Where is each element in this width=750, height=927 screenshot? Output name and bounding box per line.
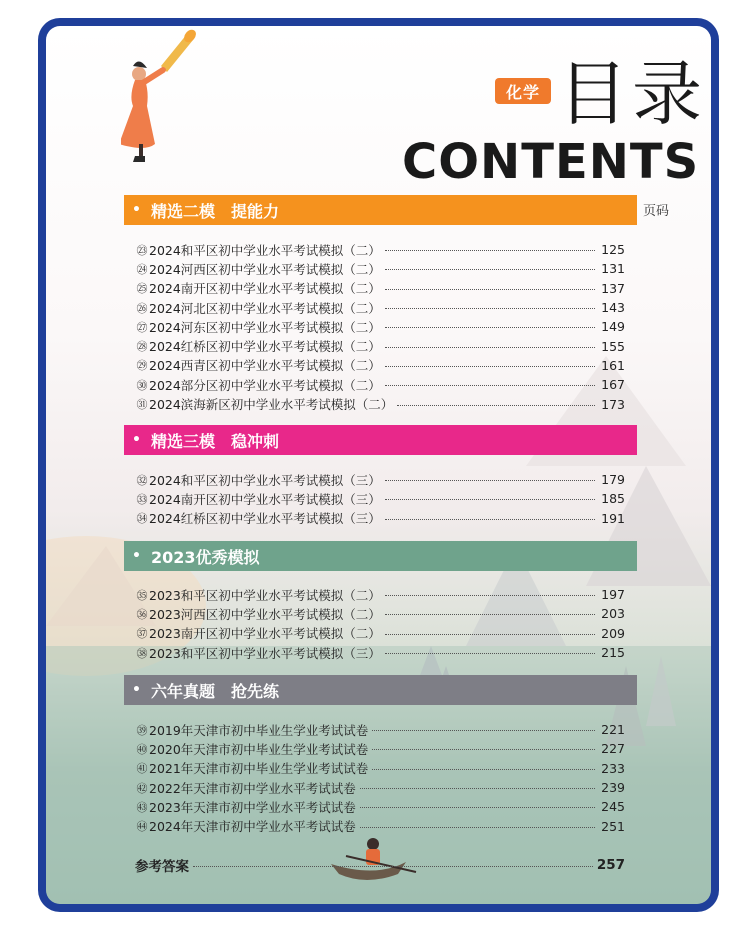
leader-dots <box>385 653 595 654</box>
entry-number: ㉔ <box>136 262 148 276</box>
leader-dots <box>385 327 595 328</box>
entry-page: 143 <box>601 300 625 316</box>
entry-page: 209 <box>601 625 625 641</box>
entry-title: 2024河东区初中学业水平考试模拟（二） <box>149 319 381 335</box>
leader-dots <box>193 866 593 867</box>
entry-title: 2024和平区初中学业水平考试模拟（二） <box>149 242 381 258</box>
entry-title: 2023河西区初中学业水平考试模拟（二） <box>149 606 381 622</box>
entry-number: ㊶ <box>136 762 148 776</box>
toc-entry[interactable] <box>135 375 625 394</box>
section-title: 2023优秀模拟 <box>150 547 260 567</box>
section-title: 精选二模 提能力 <box>150 201 279 221</box>
toc-entry[interactable] <box>135 240 625 259</box>
answer-key-page: 257 <box>596 857 625 873</box>
leader-dots <box>385 614 595 615</box>
entry-number: ㊷ <box>136 781 148 795</box>
entry-list <box>135 585 625 662</box>
entry-number: ㉜ <box>136 473 148 487</box>
entry-page: 191 <box>601 510 625 526</box>
bullet-icon: • <box>132 202 141 218</box>
entry-page: 137 <box>601 280 625 296</box>
entry-number: ㉚ <box>136 378 148 392</box>
entry-page: 161 <box>601 357 625 373</box>
leader-dots <box>385 289 595 290</box>
page-title-english: CONTENTS <box>402 134 700 190</box>
leader-dots <box>385 385 595 386</box>
entry-number: ㉖ <box>136 301 148 315</box>
toc-entry[interactable] <box>135 259 625 278</box>
leader-dots <box>360 827 595 828</box>
entry-number: ㊲ <box>136 627 148 641</box>
leader-dots <box>385 519 595 520</box>
entry-number: ㊴ <box>136 723 148 737</box>
entry-title: 2023和平区初中学业水平考试模拟（二） <box>149 587 381 603</box>
section-header <box>124 195 637 225</box>
toc-entry[interactable] <box>135 778 625 797</box>
leader-dots <box>360 807 595 808</box>
entry-page: 245 <box>601 799 625 815</box>
toc-entry[interactable] <box>135 394 625 413</box>
entry-list <box>135 470 625 528</box>
entry-title: 2023年天津市初中学业水平考试试卷 <box>149 799 356 815</box>
toc-entry[interactable] <box>135 720 625 739</box>
section-header <box>124 425 637 455</box>
bullet-icon: • <box>132 682 141 698</box>
toc-entry[interactable] <box>135 624 625 643</box>
leader-dots <box>385 308 595 309</box>
entry-page: 173 <box>601 396 625 412</box>
entry-page: 125 <box>601 242 625 258</box>
toc-entry[interactable] <box>135 489 625 508</box>
section-header <box>124 541 637 571</box>
toc-entry[interactable] <box>135 279 625 298</box>
section-title: 精选三模 稳冲刺 <box>150 431 279 451</box>
entry-title: 2024和平区初中学业水平考试模拟（三） <box>149 472 381 488</box>
leader-dots <box>385 250 595 251</box>
entry-page: 221 <box>601 722 625 738</box>
toc-entry[interactable] <box>135 336 625 355</box>
leader-dots <box>385 499 595 500</box>
entry-number: ㉕ <box>136 282 148 296</box>
answer-key-label: 参考答案 <box>135 859 189 875</box>
entry-number: ㊱ <box>136 607 148 621</box>
entry-number: ㊸ <box>136 800 148 814</box>
entry-title: 2024南开区初中学业水平考试模拟（三） <box>149 491 381 507</box>
entry-page: 239 <box>601 780 625 796</box>
entry-number: ㊹ <box>136 820 148 834</box>
entry-title: 2023南开区初中学业水平考试模拟（二） <box>149 626 381 642</box>
entry-page: 215 <box>601 645 625 661</box>
toc-entry[interactable] <box>135 356 625 375</box>
entry-number: ㉝ <box>136 492 148 506</box>
toc-entry[interactable] <box>135 317 625 336</box>
page-number-label: 页码 <box>643 204 670 219</box>
entry-page: 227 <box>601 741 625 757</box>
leader-dots <box>385 634 595 635</box>
entry-title: 2023和平区初中学业水平考试模拟（三） <box>149 645 381 661</box>
entry-title: 2024红桥区初中学业水平考试模拟（三） <box>149 511 381 527</box>
entry-title: 2024滨海新区初中学业水平考试模拟（二） <box>149 397 394 413</box>
subject-badge: 化学 <box>495 78 551 104</box>
leader-dots <box>360 788 595 789</box>
entry-number: ㉛ <box>136 398 148 412</box>
leader-dots <box>385 347 595 348</box>
leader-dots <box>372 730 595 731</box>
entry-number: ㊵ <box>136 742 148 756</box>
toc-entry[interactable] <box>135 739 625 758</box>
entry-page: 149 <box>601 319 625 335</box>
entry-number: ㉙ <box>136 359 148 373</box>
entry-number: ㉓ <box>136 243 148 257</box>
entry-title: 2024年天津市初中学业水平考试试卷 <box>149 819 356 835</box>
entry-page: 197 <box>601 587 625 603</box>
section-header <box>124 675 637 705</box>
leader-dots <box>372 749 595 750</box>
leader-dots <box>385 269 595 270</box>
entry-title: 2021年天津市初中毕业生学业考试试卷 <box>149 761 369 777</box>
entry-title: 2024河北区初中学业水平考试模拟（二） <box>149 300 381 316</box>
toc-entry[interactable] <box>135 759 625 778</box>
toc-entry[interactable] <box>135 298 625 317</box>
toc-entry[interactable] <box>135 509 625 528</box>
entry-number: ㉟ <box>136 588 148 602</box>
leader-dots <box>397 405 595 406</box>
toc-entry[interactable] <box>135 604 625 623</box>
leader-dots <box>385 480 595 481</box>
horn-player-illustration <box>121 26 201 166</box>
toc-entry[interactable] <box>135 585 625 604</box>
entry-page: 155 <box>601 338 625 354</box>
entry-number: ㉘ <box>136 340 148 354</box>
toc-entry[interactable] <box>135 470 625 489</box>
entry-number: ㊳ <box>136 646 148 660</box>
entry-title: 2024红桥区初中学业水平考试模拟（二） <box>149 339 381 355</box>
entry-title: 2024西青区初中学业水平考试模拟（二） <box>149 358 381 374</box>
leader-dots <box>385 595 595 596</box>
leader-dots <box>372 769 595 770</box>
entry-title: 2024河西区初中学业水平考试模拟（二） <box>149 261 381 277</box>
bullet-icon: • <box>132 548 141 564</box>
entry-page: 131 <box>601 261 625 277</box>
entry-page: 251 <box>601 818 625 834</box>
toc-entry[interactable] <box>135 643 625 662</box>
entry-title: 2019年天津市初中毕业生学业考试试卷 <box>149 722 369 738</box>
entry-page: 167 <box>601 377 625 393</box>
page-title: 目录 <box>558 53 706 135</box>
entry-number: ㉞ <box>136 512 148 526</box>
entry-page: 203 <box>601 606 625 622</box>
entry-title: 2024南开区初中学业水平考试模拟（二） <box>149 281 381 297</box>
bullet-icon: • <box>132 432 141 448</box>
toc-entry[interactable] <box>135 816 625 835</box>
entry-number: ㉗ <box>136 320 148 334</box>
section-title: 六年真题 抢先练 <box>150 681 279 701</box>
answer-key-entry[interactable] <box>135 855 625 875</box>
toc-entry[interactable] <box>135 797 625 816</box>
entry-page: 233 <box>601 760 625 776</box>
entry-list <box>135 720 625 836</box>
entry-page: 185 <box>601 491 625 507</box>
entry-page: 179 <box>601 472 625 488</box>
entry-title: 2020年天津市初中毕业生学业考试试卷 <box>149 741 369 757</box>
entry-title: 2022年天津市初中学业水平考试试卷 <box>149 780 356 796</box>
leader-dots <box>385 366 595 367</box>
entry-title: 2024部分区初中学业水平考试模拟（二） <box>149 377 381 393</box>
entry-list <box>135 240 625 414</box>
